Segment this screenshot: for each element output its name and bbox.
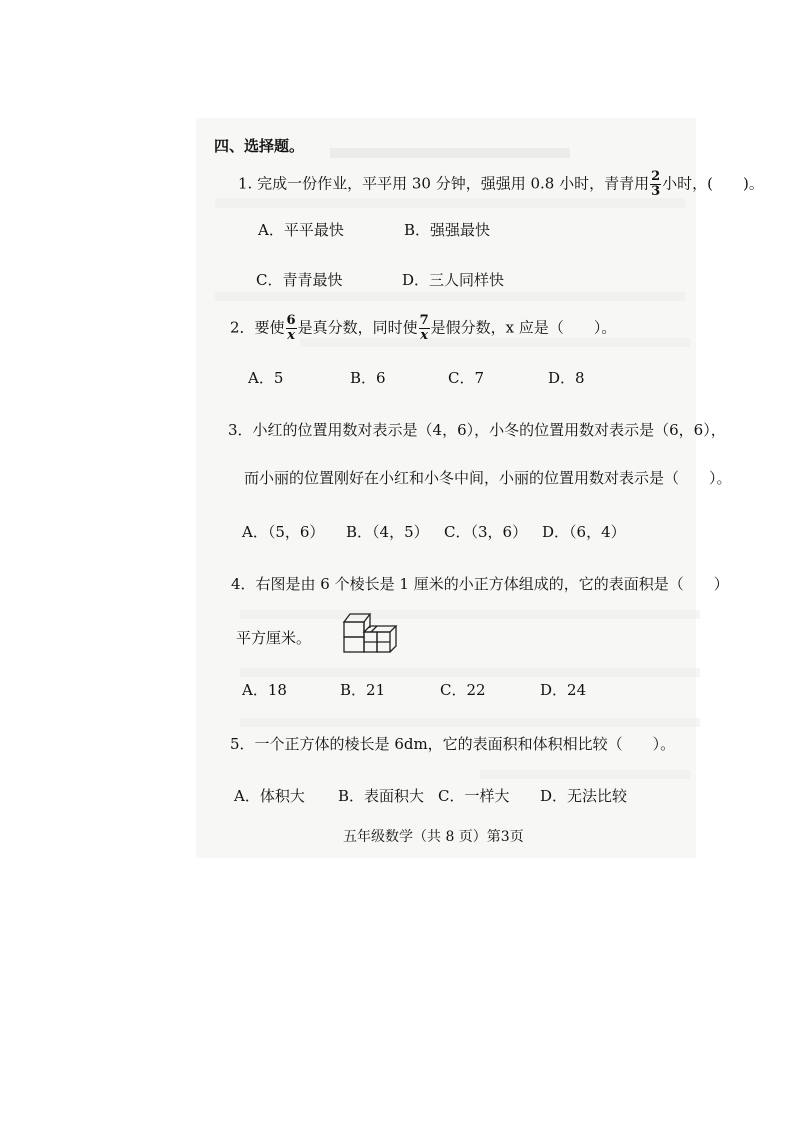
q5-option-a[interactable]: A．体积大 — [234, 787, 305, 805]
question-4-line-2: 平方厘米。 — [236, 629, 312, 647]
q2-frac2-den: x — [420, 328, 429, 343]
q1-frac-den: 3 — [651, 184, 661, 199]
q2-stem-b: 是真分数，同时使 — [297, 318, 418, 337]
question-5-line-1: 5．一个正方体的棱长是 6dm，它的表面积和体积相比较（ ）。 — [230, 735, 676, 753]
q1-frac-num: 2 — [651, 169, 661, 184]
q2-option-d[interactable]: D．8 — [548, 369, 585, 387]
q1-stem-after: 小时，( )。 — [662, 174, 764, 193]
q4-option-d[interactable]: D．24 — [540, 681, 587, 699]
q2-option-a[interactable]: A．5 — [248, 369, 284, 387]
question-2-stem — [230, 314, 616, 343]
q2-option-c[interactable]: C．7 — [448, 369, 485, 387]
q1-option-c[interactable]: C．青青最快 — [256, 271, 343, 289]
question-4-line-1: 4．右图是由 6 个棱长是 1 厘米的小正方体组成的，它的表面积是（ ） — [231, 575, 729, 593]
bleed-through-8 — [480, 770, 690, 779]
q3-option-a[interactable]: A．（5，6） — [242, 523, 325, 541]
q3-option-d[interactable]: D．（6，4） — [542, 523, 626, 541]
q1-stem-before: 1. 完成一份作业，平平用 30 分钟，强强用 0.8 小时，青青用 — [238, 174, 650, 193]
q5-option-b[interactable]: B．表面积大 — [338, 787, 425, 805]
question-3-line-2: 而小丽的位置刚好在小红和小冬中间，小丽的位置用数对表示是（ ）。 — [244, 469, 732, 487]
bleed-through-1 — [330, 148, 570, 158]
q5-option-d[interactable]: D．无法比较 — [540, 787, 628, 805]
page-footer: 五年级数学（共 8 页）第3页 — [343, 829, 524, 845]
bleed-through-7 — [240, 718, 700, 727]
bleed-through-6 — [240, 668, 700, 677]
bleed-through-3 — [215, 292, 685, 301]
q4-option-b[interactable]: B．21 — [340, 681, 386, 699]
q1-option-b[interactable]: B．强强最快 — [404, 221, 491, 239]
q3-option-c[interactable]: C．（3，6） — [444, 523, 528, 541]
q2-frac1-den: x — [287, 328, 295, 343]
q1-fraction — [650, 170, 661, 199]
q3-option-b[interactable]: B．（4，5） — [346, 523, 429, 541]
q4-option-a[interactable]: A．18 — [242, 681, 287, 699]
q1-option-d[interactable]: D．三人同样快 — [402, 271, 505, 289]
q2-stem-a: 2．要使 — [230, 318, 285, 337]
bleed-through-5 — [240, 610, 700, 619]
cube-stack-icon — [340, 610, 404, 654]
section-title: 四、选择题。 — [214, 137, 305, 155]
bleed-through-2 — [215, 198, 685, 208]
q2-option-b[interactable]: B．6 — [350, 369, 386, 387]
q1-option-a[interactable]: A．平平最快 — [258, 221, 344, 239]
question-1-stem — [238, 170, 764, 199]
question-3-line-1: 3．小红的位置用数对表示是（4，6），小冬的位置用数对表示是（6，6）， — [228, 421, 726, 439]
q4-option-c[interactable]: C．22 — [440, 681, 486, 699]
q2-fraction-1 — [286, 314, 297, 343]
q2-frac1-num: 6 — [286, 313, 296, 328]
q5-option-c[interactable]: C．一样大 — [438, 787, 510, 805]
q2-stem-c: 是假分数，x 应是（ ）。 — [430, 318, 617, 337]
q2-fraction-2 — [419, 314, 430, 343]
q2-frac2-num: 7 — [419, 313, 429, 328]
